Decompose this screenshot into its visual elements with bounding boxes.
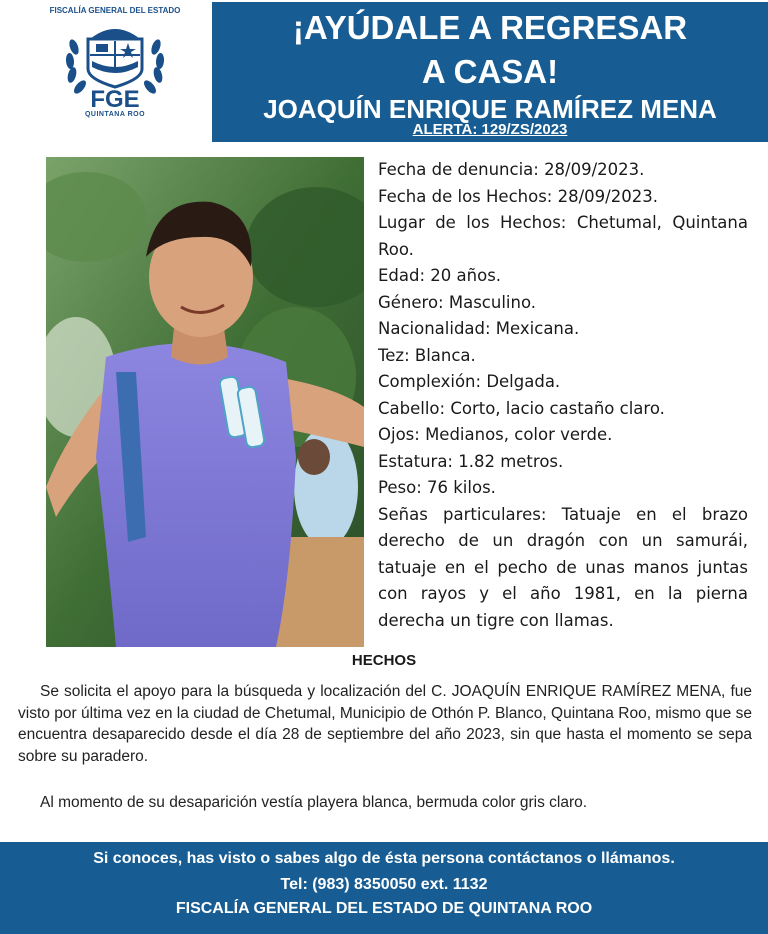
headline-line1: ¡AYÚDALE A REGRESAR — [292, 9, 688, 46]
footer-phone: Tel: (983) 8350050 ext. 1132 — [280, 876, 488, 893]
facts-paragraph-2: Al momento de su desaparición vestía playera blanca, bermuda color gris claro. — [40, 794, 588, 811]
event-location: Lugar de los Hechos: Chetumal, Quintana Roo. — [378, 213, 748, 259]
nationality: Nacionalidad: Mexicana. — [378, 319, 580, 338]
missing-person-name: JOAQUÍN ENRIQUE RAMÍREZ MENA — [263, 94, 717, 124]
logo-top-text: FISCALÍA GENERAL DEL ESTADO — [49, 6, 181, 15]
state-seal-icon — [60, 17, 170, 109]
hair: Cabello: Corto, lacio castaño claro. — [378, 398, 665, 418]
person-details — [378, 157, 748, 634]
skin-tone: Tez: Blanca. — [378, 345, 476, 365]
missing-person-photo — [46, 157, 364, 647]
gender: Género: Masculino. — [378, 292, 537, 312]
logo-acronym: FGE — [90, 86, 140, 109]
eyes: Ojos: Medianos, color verde. — [378, 425, 613, 444]
footer-agency: FISCALÍA GENERAL DEL ESTADO DE QUINTANA ROO — [175, 900, 593, 917]
report-date: Fecha de denuncia: 28/09/2023. — [378, 160, 645, 179]
facts-title: HECHOS — [351, 652, 417, 669]
headline-line2: A CASA! — [421, 53, 559, 90]
distinguishing-marks: Señas particulares: Tatuaje en el brazo derecho de un dragón con un samurái, tatuaje en el pecho de unas manos juntas con rayos y el año 1981, en la pierna derecha un tigre con llamas. — [378, 504, 748, 630]
event-date: Fecha de los Hechos: 28/09/2023. — [378, 186, 658, 206]
logo-bottom-text: QUINTANA ROO — [84, 111, 146, 118]
header-banner — [212, 2, 768, 142]
footer-call-to-action: Si conoces, has visto o sabes algo de ésta persona contáctanos o llámanos. — [93, 850, 675, 867]
age: Edad: 20 años. — [378, 266, 502, 285]
height: Estatura: 1.82 metros. — [378, 451, 564, 471]
alert-number: ALERTA: 129/ZS/2023 — [412, 121, 568, 138]
footer-banner — [0, 842, 768, 934]
weight: Peso: 76 kilos. — [378, 478, 496, 497]
build: Complexión: Delgada. — [378, 372, 561, 391]
fge-logo — [30, 0, 200, 150]
facts-paragraph-1: Se solicita el apoyo para la búsqueda y localización del C. JOAQUÍN ENRIQUE RAMÍREZ MENA, fue visto por última vez en la ciudad de Chetumal, Municipio de Othón P. Blanco, Quintana Roo, mismo que se encuentra desaparecido desde el día 28 de septiembre del año 2023, sin que hasta el momento se sepa sobre su paradero. — [18, 683, 752, 765]
photo-illustration — [46, 157, 364, 647]
